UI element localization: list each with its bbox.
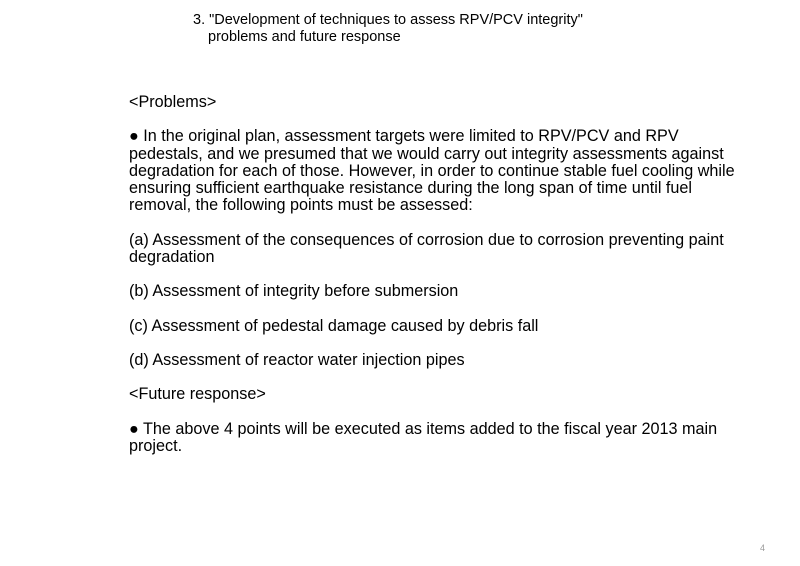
problem-item-d: (d) Assessment of reactor water injection pipes xyxy=(129,350,465,369)
future-response-heading: <Future response> xyxy=(129,385,266,404)
page-number: 4 xyxy=(760,543,766,553)
slide-title-line-2: problems and future response xyxy=(208,29,401,45)
problem-item-c: (c) Assessment of pedestal damage caused by debris fall xyxy=(129,316,539,335)
problems-intro: ● In the original plan, assessment targets were limited to RPV/PCV and RPV pedestals, and we presumed that we would carry out integrity assessments against degradation for each of those. However, in order to continue stable fuel cooling while ensuring sufficient earthquake resistance during the long span of time until fuel removal, the following points must be assessed: xyxy=(129,127,735,215)
problem-item-b: (b) Assessment of integrity before submersion xyxy=(129,282,459,301)
problems-heading: <Problems> xyxy=(129,93,217,111)
slide-title-line-1: 3. "Development of techniques to assess RPV/PCV integrity" xyxy=(193,12,583,28)
problem-item-a: (a) Assessment of the consequences of corrosion due to corrosion preventing paint degradation xyxy=(129,230,724,267)
future-response-text: ● The above 4 points will be executed as items added to the fiscal year 2013 main project. xyxy=(129,419,718,455)
slide-title xyxy=(193,12,753,46)
slide-body xyxy=(129,94,749,455)
